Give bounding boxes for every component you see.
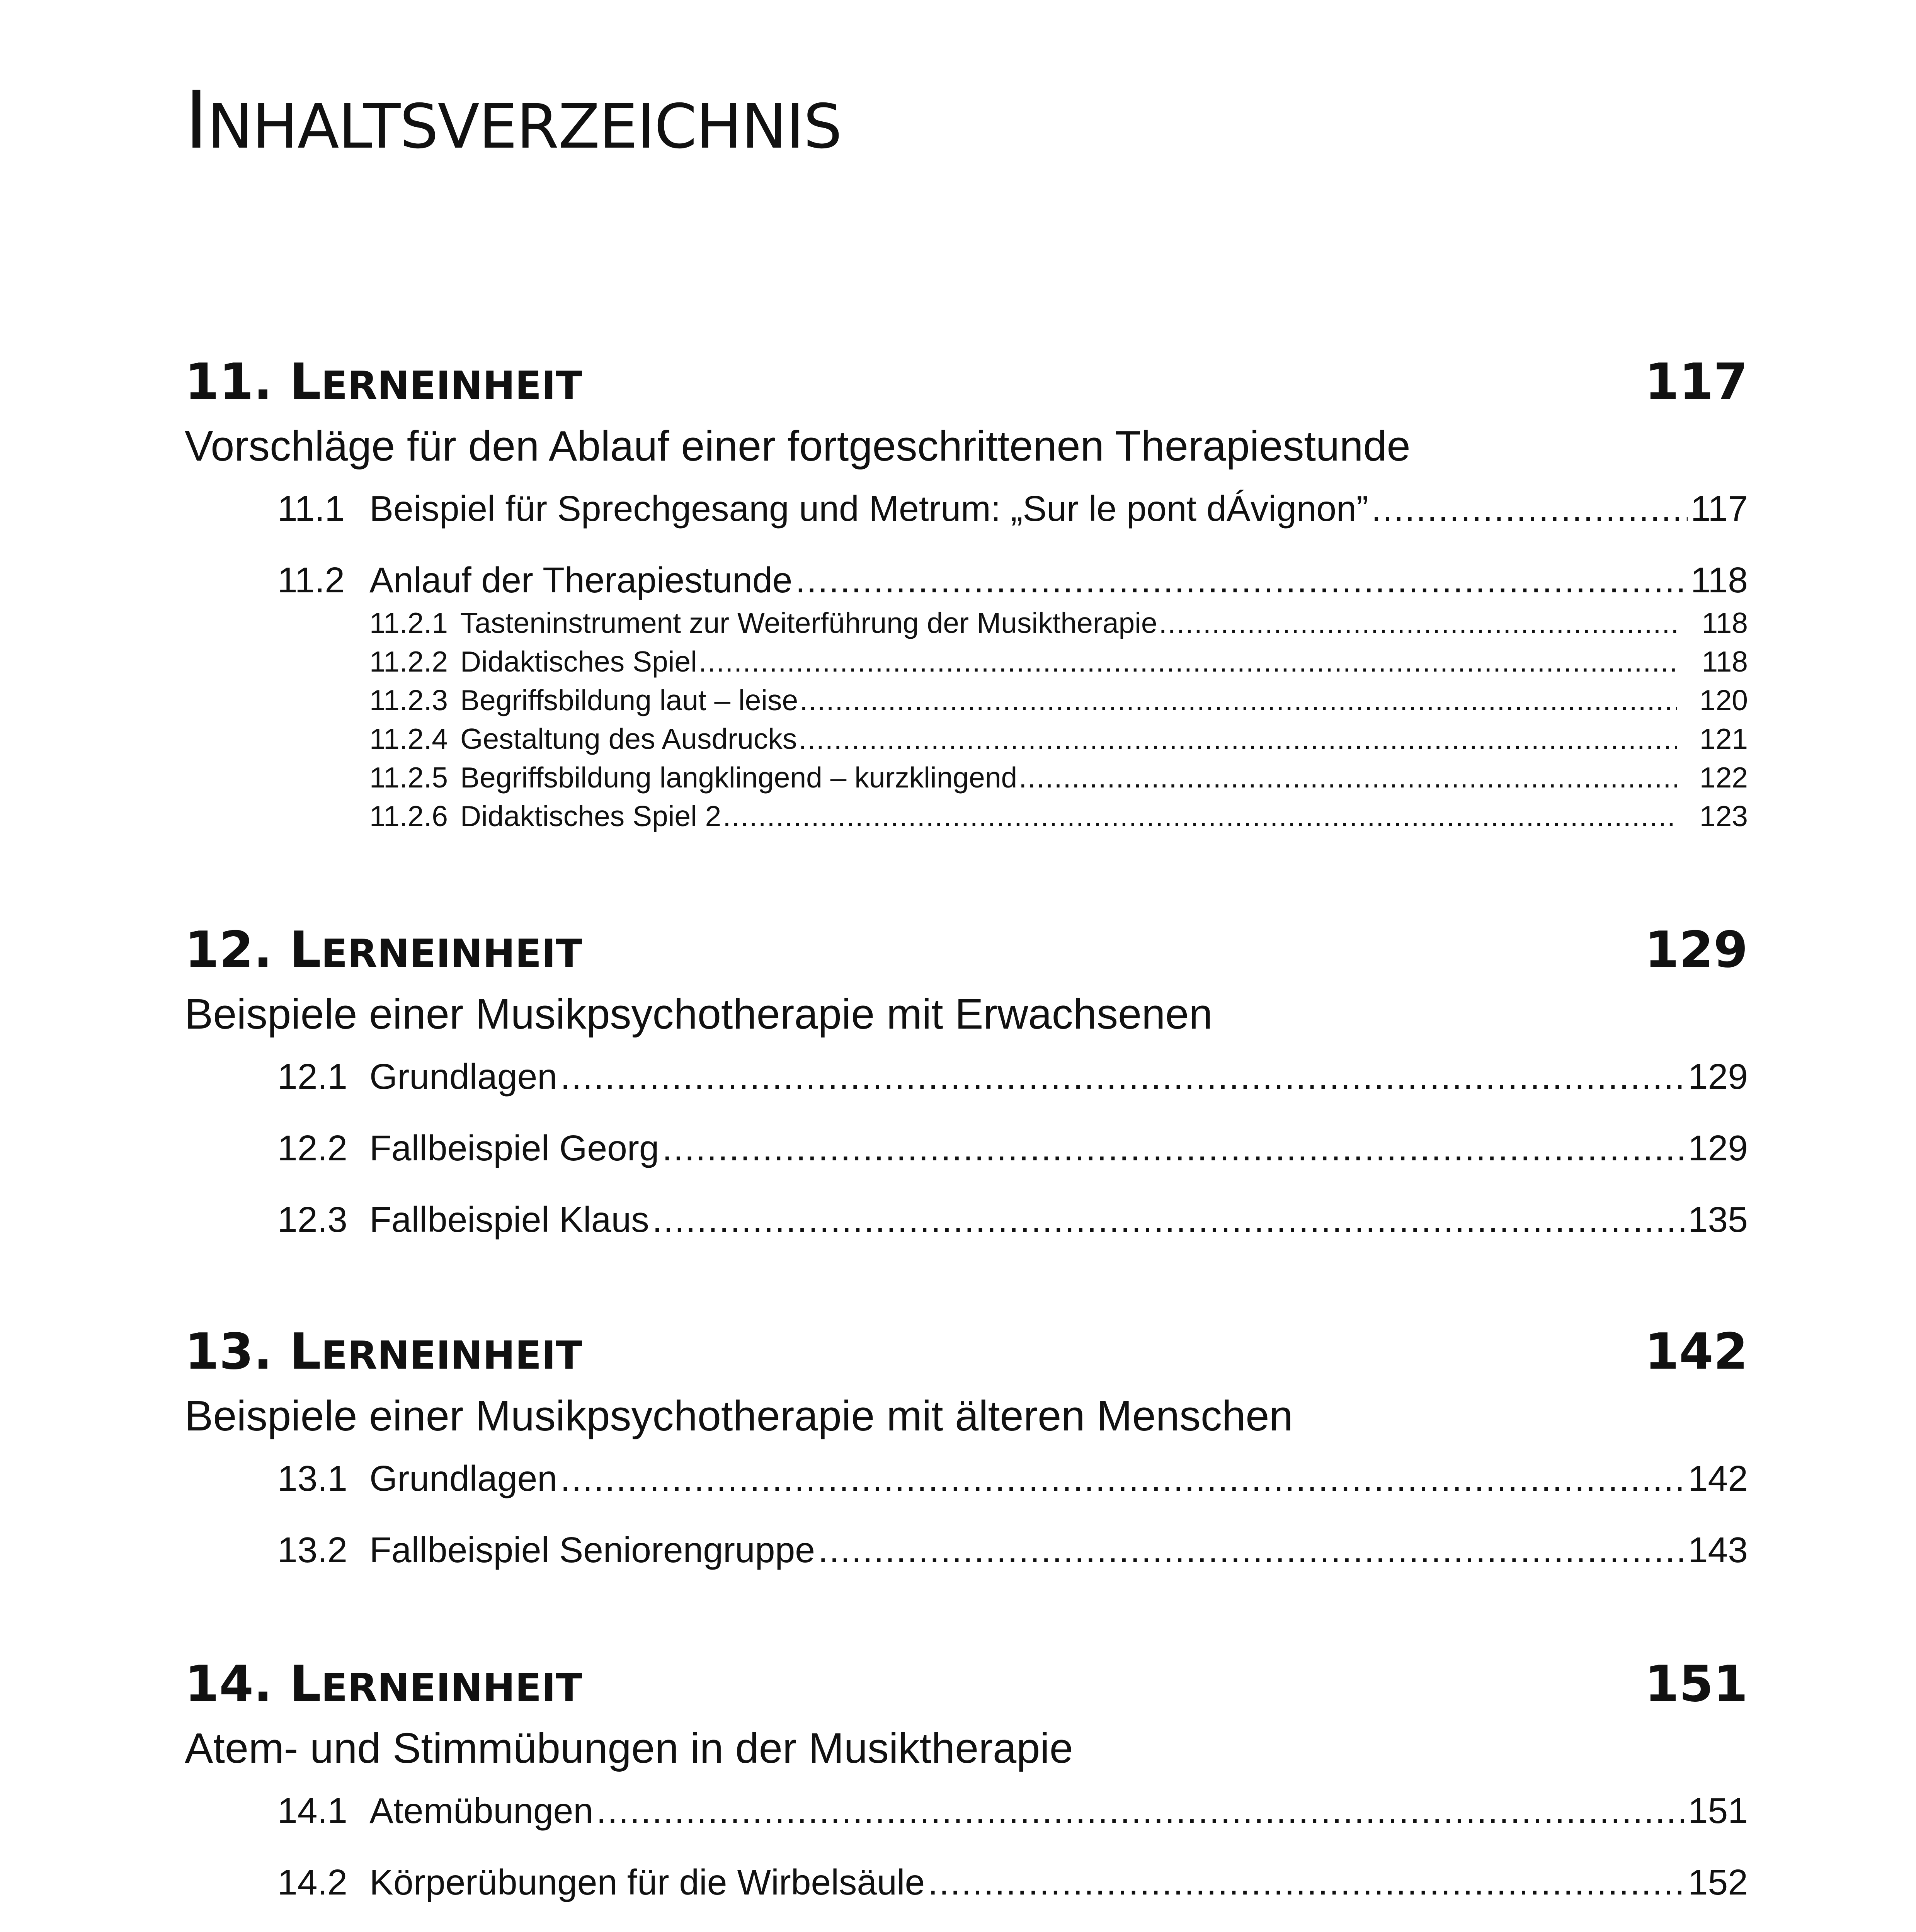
toc-entry[interactable]: 11.1 Beispiel für Sprechgesang und Metrum: „Sur le pont dÁvignon” ..... 117	[277, 491, 1748, 562]
chapter-subtitle: Atem- und Stimmübungen in der Musiktherapie	[185, 1725, 1073, 1772]
toc-entry[interactable]: 13.1 Grundlagen ..... 142	[277, 1461, 1748, 1532]
toc-subentry[interactable]: 11.2.1 Tasteninstrument zur Weiterführung der Musiktherapie ..... 118	[369, 609, 1748, 647]
chapter-13	[185, 1323, 1748, 1604]
toc-entry[interactable]: 12.3 Fallbeispiel Klaus ..... 135	[277, 1202, 1748, 1273]
chapter-12	[185, 921, 1748, 1273]
chapter-subtitle: Beispiele einer Musikpsychotherapie mit älteren Menschen	[185, 1392, 1293, 1440]
chapter-heading[interactable]: 12. LERNEINHEIT 129	[185, 921, 1748, 979]
toc-subentry[interactable]: 11.2.3 Begriffsbildung laut – leise ..... 120	[369, 686, 1748, 724]
toc-entry[interactable]: 12.2 Fallbeispiel Georg ..... 129	[277, 1130, 1748, 1202]
toc-entry[interactable]: 14.2 Körperübungen für die Wirbelsäule ..... 152	[277, 1864, 1748, 1932]
toc-subentry[interactable]: 11.2.6 Didaktisches Spiel 2 ..... 123	[369, 802, 1748, 840]
chapter-subtitle: Vorschläge für den Ablauf einer fortgeschrittenen Therapiestunde	[185, 422, 1411, 470]
chapter-heading[interactable]: 11. LERNEINHEIT 117	[185, 353, 1748, 411]
chapter-page: 151	[1644, 1655, 1748, 1713]
chapter-page: 142	[1644, 1323, 1748, 1381]
toc-entry[interactable]: 14.1 Atemübungen ..... 151	[277, 1793, 1748, 1864]
chapter-heading[interactable]: 14. LERNEINHEIT 151	[185, 1655, 1748, 1713]
toc-entry[interactable]: 11.2 Anlauf der Therapiestunde ..... 118	[277, 562, 1748, 609]
toc-subentry[interactable]: 11.2.4 Gestaltung des Ausdrucks ..... 121	[369, 724, 1748, 763]
chapter-subtitle: Beispiele einer Musikpsychotherapie mit Erwachsenen	[185, 990, 1213, 1038]
chapter-heading[interactable]: 13. LERNEINHEIT 142	[185, 1323, 1748, 1381]
toc-subentry[interactable]: 11.2.5 Begriffsbildung langklingend – kurzklingend ..... 122	[369, 763, 1748, 802]
toc-entry[interactable]: 13.2 Fallbeispiel Seniorengruppe ..... 143	[277, 1532, 1748, 1604]
toc-entry[interactable]: 12.1 Grundlagen ..... 129	[277, 1059, 1748, 1130]
page-title: INHALTSVERZEICHNIS	[185, 75, 842, 167]
chapter-page: 129	[1644, 921, 1748, 979]
chapter-page: 117	[1644, 353, 1748, 411]
chapter-14	[185, 1655, 1748, 1932]
chapter-11	[185, 353, 1748, 840]
toc-subentry[interactable]: 11.2.2 Didaktisches Spiel ..... 118	[369, 647, 1748, 686]
